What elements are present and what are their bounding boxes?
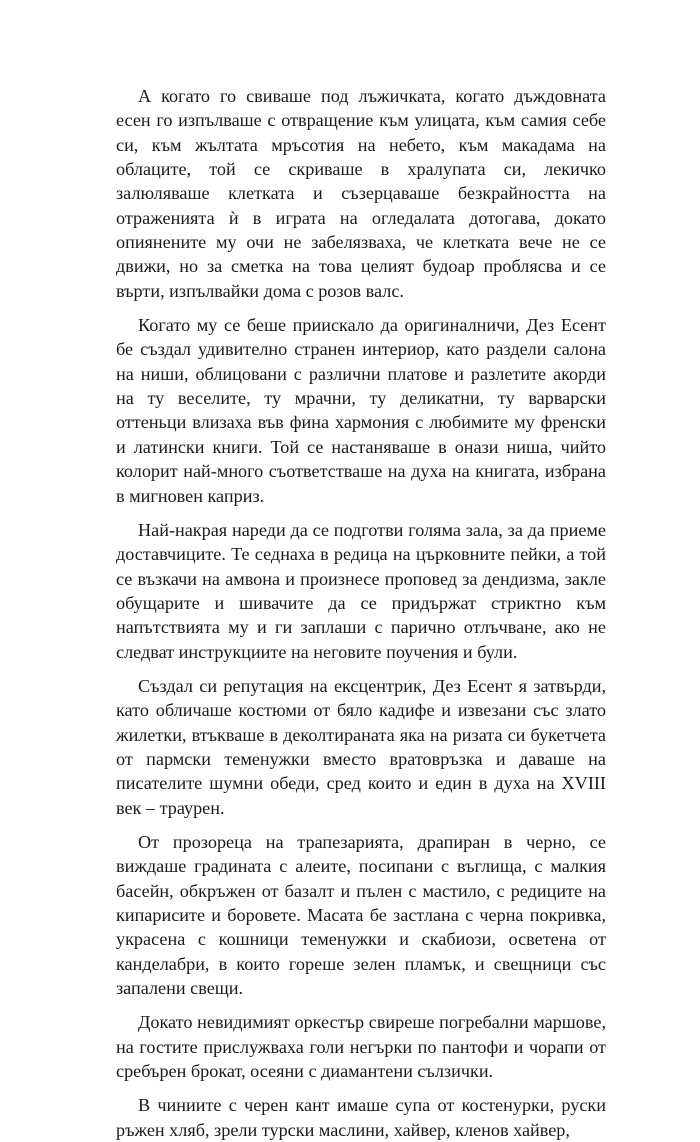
paragraph: Докато невидимият оркестър свиреше погребални маршове, на гостите прислужваха голи негърки по пантофи и чорапи от сребърен брокат, осеяни с диамантени сълзички.	[116, 1012, 606, 1082]
paragraph: Най-накрая нареди да се подготви голяма зала, за да приеме доставчиците. Те седнаха в редица на църковните пейки, а той се възкачи на амвона и произнесе пропoвед за дендизма, закле обущарите и шивачите да се придържат стриктно към напътствията му и ги заплаши с парично отлъчване, ако не следват инструкциите на неговите поучения и були.	[116, 519, 606, 662]
body-text	[116, 84, 606, 1142]
paragraph: Създал си репутация на ексцентрик, Дез Есент я затвърди, като обличаше костюми от бяло кадифе и извезани със злато жилетки, втъкваше в деколтираната яка на ризата си букетчета от пармски теменужки вместо вратовръзка и даваше на писателите шумни обеди, сред които и един в духа на XVIII век – траурен.	[116, 675, 606, 818]
paragraph: В чиниите с черен кант имаше супа от костенурки, руски ръжен хляб, зрели турски маслини, хайвер, кленов хайвер,	[116, 1095, 606, 1140]
paragraph: От прозореца на трапезарията, драпиран в черно, се виждаше градината с алеите, посипани с въглища, с малкия басейн, обкръжен от базалт и пълен с мастило, с редиците на кипарисите и боровете. Масата бе застлана с черна покривка, украсена с кошници теменужки и скабиози, осветена от канделабри, в които гореше зелен пламък, и свещници със запалени свещи.	[116, 831, 606, 999]
paragraph: А когато го свиваше под лъжичката, когато дъждовната есен го изпълваше с отвращение към улицата, към самия себе си, към жълтата мръсотия на небето, към макадама на облаците, той се скриваше в хралупата си, лекичко залюляваше клетката и съзерцаваше безкрайността на отраженията ѝ в играта на огледалата дотогава, докато опиянените му очи не забелязваха, че клетката вече не се движи, но за сметка на това целият будоар проблясва и се върти, изпълвайки дома с розов валс.	[116, 86, 606, 301]
paragraph: Когато му се беше приискало да оригиналничи, Дез Есент бе създал удивително странен интериор, като раздели салона на ниши, облицовани с различни платове и разлетите акорди на ту веселите, ту мрачни, ту деликатни, ту варварски оттеньци влизаха във фина хармония с любимите му френски и латински книги. Той се настаняваше в онази ниша, чийто колорит най-много съответстваше на духа на книгата, избрана в мигновен каприз.	[116, 315, 606, 506]
